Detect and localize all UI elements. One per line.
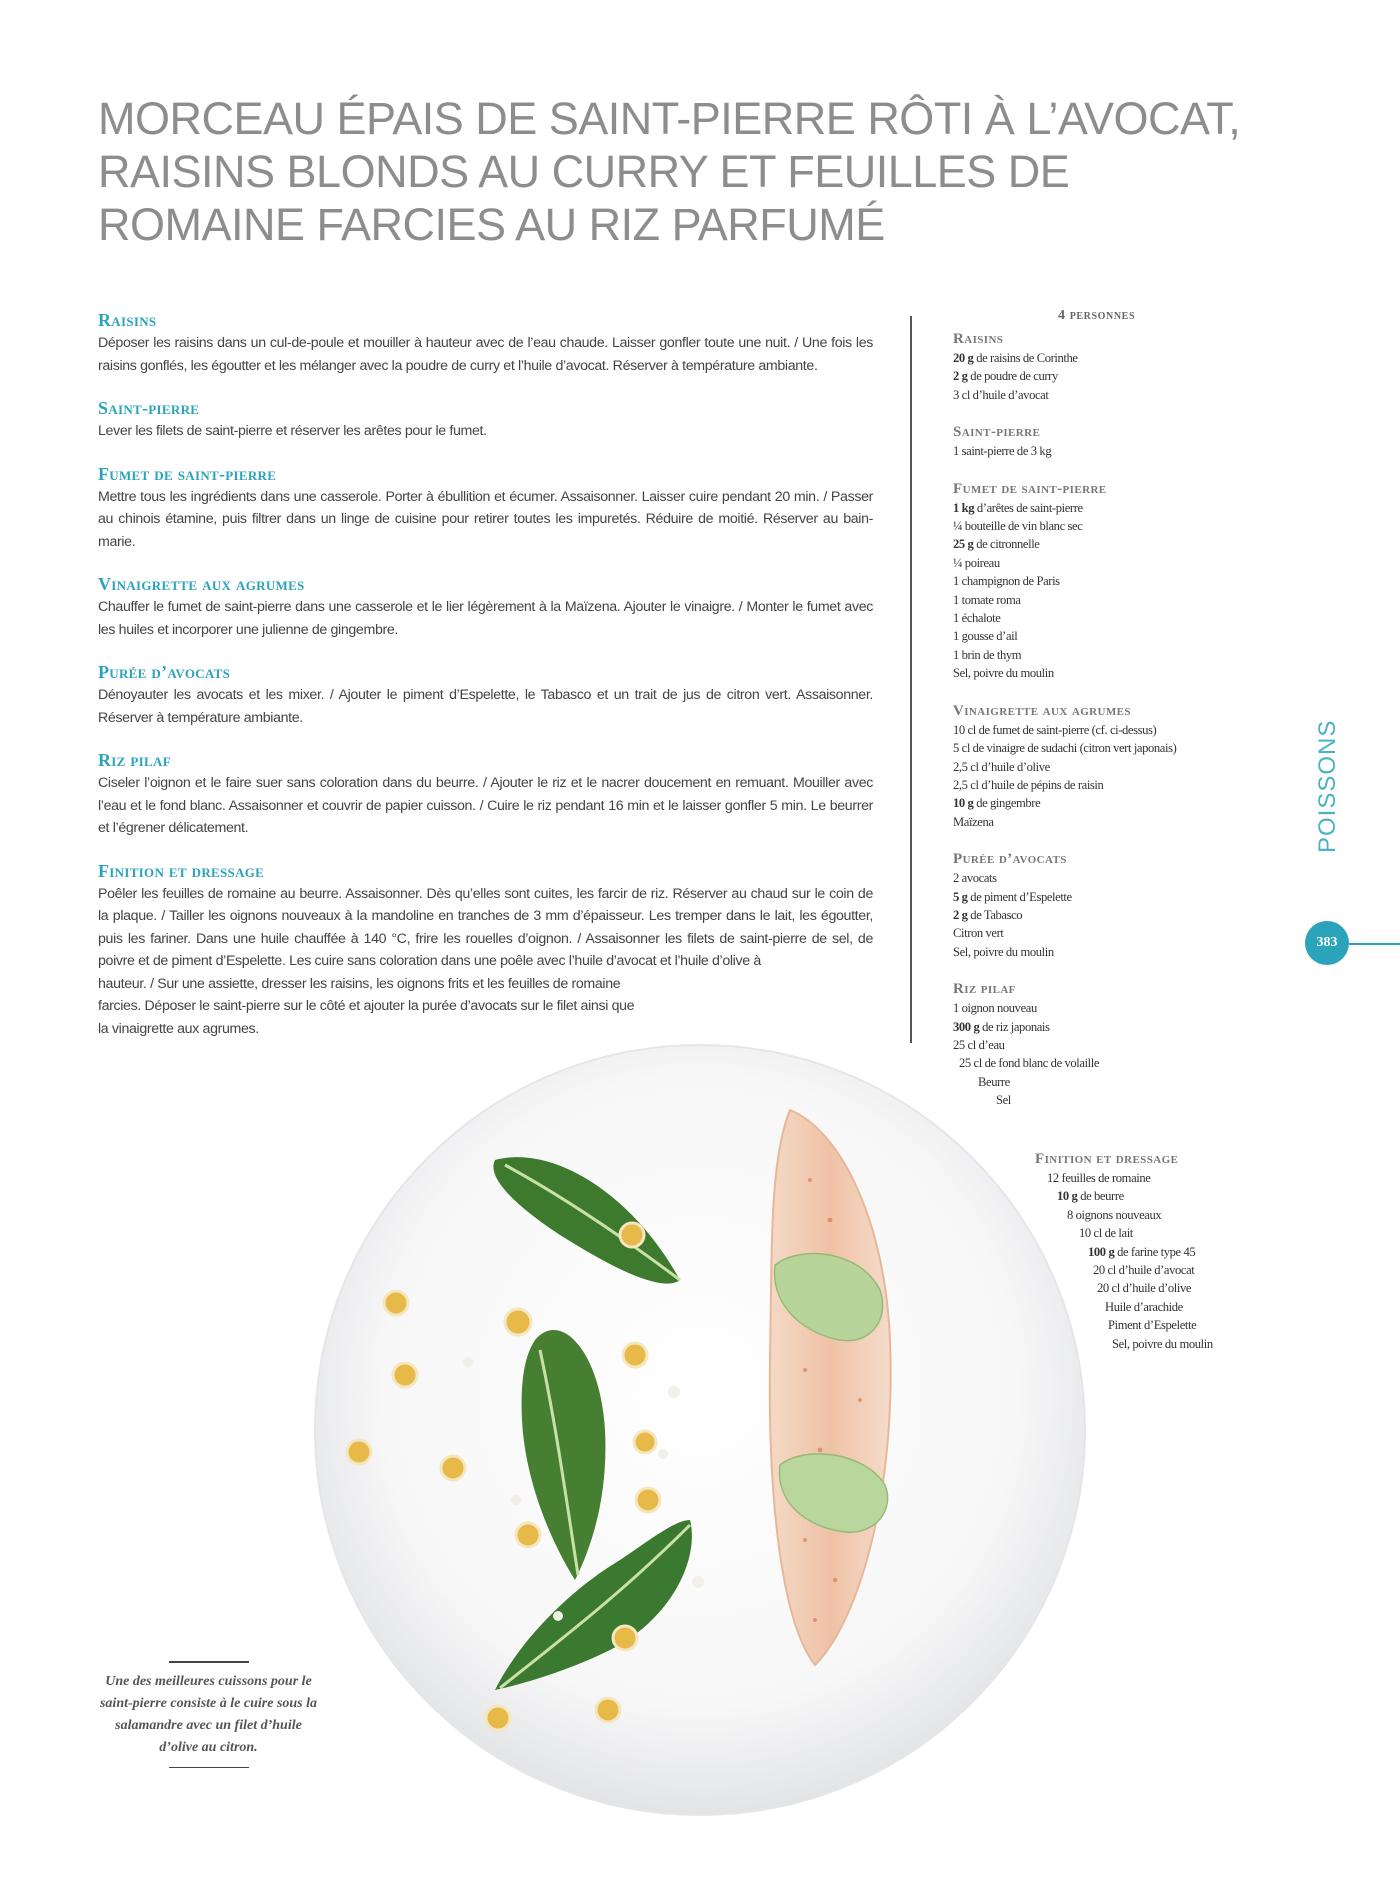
- ingredient-item: Huile d’arachide: [1105, 1299, 1183, 1314]
- ingredient-item: 1 saint-pierre de 3 kg: [953, 444, 1052, 459]
- step-heading: Raisins: [98, 310, 157, 330]
- ingredient-item: Maïzena: [953, 814, 994, 829]
- step-heading: Fumet de saint-pierre: [98, 463, 277, 484]
- ingredient-item: ¼ poireau: [953, 555, 1000, 570]
- ingredient-item: 25 g de citronnelle: [953, 537, 1040, 552]
- ingredient-item: 25 cl de fond blanc de volaille: [959, 1056, 1100, 1071]
- recipe-title: MORCEAU ÉPAIS DE SAINT-PIERRE RÔTI À L’AVOCAT, RAISINS BLONDS AU CURRY ET FEUILLES DE ROMAINE FARCIES AU RIZ PARFUMÉ: [98, 93, 1241, 250]
- step-text: Dénoyauter les avocats et les mixer. / Ajouter le piment d’Espelette, le Tabasco et un trait de jus de citron vert. Assaisonner. Réserver à température ambiante.: [98, 687, 873, 726]
- ingredient-item: 1 oignon nouveau: [953, 1001, 1037, 1016]
- step-riz-pilaf: [98, 750, 873, 840]
- ingredient-group-saint-pierre: [953, 423, 1263, 460]
- photo-caption: [96, 1661, 321, 1768]
- ingredient-group-puree: [953, 850, 1263, 961]
- ingredient-item: 2 g de poudre de curry: [953, 369, 1058, 384]
- ingredient-heading: Vinaigrette aux agrumes: [953, 702, 1131, 719]
- ingredient-item: 20 cl d’huile d’olive: [1097, 1281, 1192, 1296]
- ingredient-item: ¼ bouteille de vin blanc sec: [953, 519, 1083, 534]
- ingredient-item: 10 g de gingembre: [953, 796, 1041, 811]
- ingredient-item: 2,5 cl d’huile d’olive: [953, 759, 1050, 774]
- ingredient-item: 25 cl d’eau: [953, 1037, 1005, 1052]
- ingredient-item: 10 cl de fumet de saint-pierre (cf. ci-dessus): [953, 722, 1157, 737]
- step-puree: [98, 662, 873, 729]
- section-label: POISSONS: [1314, 719, 1341, 853]
- ingredient-item: Sel, poivre du moulin: [953, 944, 1054, 959]
- ingredient-group-fumet: [953, 480, 1263, 683]
- ingredient-item: Sel: [996, 1093, 1011, 1108]
- ingredient-item: 12 feuilles de romaine: [1047, 1171, 1151, 1185]
- ingredient-item: 2 avocats: [953, 871, 997, 886]
- step-text-wrap: hauteur. / Sur une assiette, dresser les raisins, les oignons frits et les feuilles de romaine farcies. Déposer le saint-pierre sur le côté et ajouter la purée d’avocats sur le filet ainsi que la vinaigrette aux agrumes.: [98, 975, 635, 1037]
- ingredient-item: 100 g de farine type 45: [1088, 1244, 1196, 1259]
- ingredient-item: 1 tomate roma: [953, 592, 1021, 607]
- page-number-rule: [1349, 943, 1400, 945]
- ingredient-item: 5 g de piment d’Espelette: [953, 889, 1072, 904]
- step-raisins: [98, 310, 873, 377]
- plated-dish-image: [300, 1020, 1100, 1820]
- ingredient-item: Sel, poivre du moulin: [953, 666, 1054, 681]
- ingredients-column: [953, 308, 1263, 1129]
- step-text: Chauffer le fumet de saint-pierre dans une casserole et le lier légèrement à la Maïzena. Ajouter le vinaigre. / Monter le fumet avec les huiles et incorporer une julienne de gingembre.: [98, 599, 873, 638]
- ingredient-item: 3 cl d’huile d’avocat: [953, 387, 1049, 402]
- column-divider: [910, 316, 912, 1043]
- step-heading: Finition et dressage: [98, 860, 265, 881]
- ingredient-heading: Saint-pierre: [953, 424, 1041, 441]
- ingredient-item: Beurre: [978, 1074, 1010, 1089]
- step-heading: Riz pilaf: [98, 750, 171, 770]
- ingredient-heading: Raisins: [953, 331, 1004, 347]
- ingredient-item: 1 champignon de Paris: [953, 574, 1060, 589]
- caption-rule-bottom: [169, 1767, 249, 1769]
- ingredient-item: 8 oignons nouveaux: [1067, 1207, 1162, 1222]
- page-number: 383: [1305, 921, 1349, 965]
- ingredient-heading: Riz pilaf: [953, 981, 1016, 998]
- ingredient-item: 20 cl d’huile d’avocat: [1093, 1263, 1195, 1278]
- ingredient-heading: Fumet de saint-pierre: [953, 480, 1107, 497]
- method-column: [98, 310, 873, 1061]
- step-vinaigrette: [98, 574, 873, 641]
- ingredient-item: 1 échalote: [953, 611, 1001, 626]
- step-text: Déposer les raisins dans un cul-de-poule et mouiller à hauteur avec de l’eau chaude. Laisser gonfler toute une nuit. / Une fois les raisins gonflés, les égoutter et les mélanger avec la poudre de curry et l’huile d’avocat. Réserver à température ambiante.: [98, 335, 873, 374]
- step-text: Ciseler l’oignon et le faire suer sans coloration dans du beurre. / Ajouter le riz et le nacrer doucement en remuant. Mouiller avec l’eau et le fond blanc. Assaisonner et couvrir de papier cuisson. / Cuire le riz pendant 16 min et le laisser gonfler 5 min. Le beurrer et l’égrener délicatement.: [98, 775, 873, 836]
- step-fumet: [98, 464, 873, 554]
- ingredient-item: 20 g de raisins de Corinthe: [953, 351, 1078, 365]
- ingredient-item: 1 gousse d’ail: [953, 629, 1018, 644]
- step-heading: Saint-pierre: [98, 398, 200, 418]
- servings: 4 personnes: [1058, 308, 1136, 323]
- ingredient-item: 1 kg d’arêtes de saint-pierre: [953, 500, 1083, 515]
- ingredient-group-raisins: [953, 330, 1263, 404]
- plate: [315, 1045, 1085, 1815]
- ingredient-group-vinaigrette: [953, 702, 1263, 831]
- ingredient-item: 1 brin de thym: [953, 647, 1022, 662]
- step-saint-pierre: [98, 398, 873, 443]
- section-tab: [1303, 719, 1351, 856]
- step-text: Poêler les feuilles de romaine au beurre. Assaisonner. Dès qu’elles sont cuites, les farcir de riz. Réserver au chaud sur le coin de la plaque. / Tailler les oignons nouveaux à la mandoline en tranches de 3 mm d’épaisseur. Les tremper dans le lait, les égoutter, puis les fariner. Dans une huile chauffée à 140 °C, frire les rouelles d’oignon. / Assaisonner les filets de saint-pierre de sel, de poivre et de piment d’Espelette. Les cuire sans coloration dans une poêle avec l’huile d’avocat et l’huile d’olive à: [98, 885, 873, 969]
- ingredient-item: 2,5 cl d’huile de pépins de raisin: [953, 777, 1104, 792]
- caption-text: Une des meilleures cuissons pour le saint-pierre consiste à le cuire sous la salamandre avec un filet d’huile d’olive au citron.: [99, 1673, 317, 1755]
- step-text: Mettre tous les ingrédients dans une casserole. Porter à ébullition et écumer. Assaisonner. Laisser cuire pendant 20 min. / Passer au chinois étamine, puis filtrer dans un linge de cuisine pour retirer toutes les impuretés. Réduire de moitié. Réserver au bain-marie.: [98, 488, 873, 550]
- ingredient-item: Piment d’Espelette: [1108, 1318, 1197, 1333]
- ingredient-heading: Purée d’avocats: [953, 851, 1067, 868]
- step-finition: [98, 861, 873, 1041]
- caption-rule-top: [169, 1661, 249, 1663]
- step-heading: Purée d’avocats: [98, 662, 231, 682]
- ingredient-heading: Finition et dressage: [1035, 1151, 1179, 1167]
- ingredient-item: 5 cl de vinaigre de sudachi (citron vert japonais): [953, 741, 1177, 756]
- ingredient-item: 10 g de beurre: [1057, 1189, 1124, 1204]
- step-text: Lever les filets de saint-pierre et réserver les arêtes pour le fumet.: [98, 423, 487, 439]
- ingredient-item: 2 g de Tabasco: [953, 907, 1023, 922]
- ingredient-item: Sel, poivre du moulin: [1112, 1336, 1213, 1351]
- ingredient-item: 10 cl de lait: [1079, 1226, 1133, 1241]
- step-heading: Vinaigrette aux agrumes: [98, 574, 305, 594]
- ingredient-item: 300 g de riz japonais: [953, 1019, 1050, 1034]
- ingredient-item: Citron vert: [953, 926, 1004, 941]
